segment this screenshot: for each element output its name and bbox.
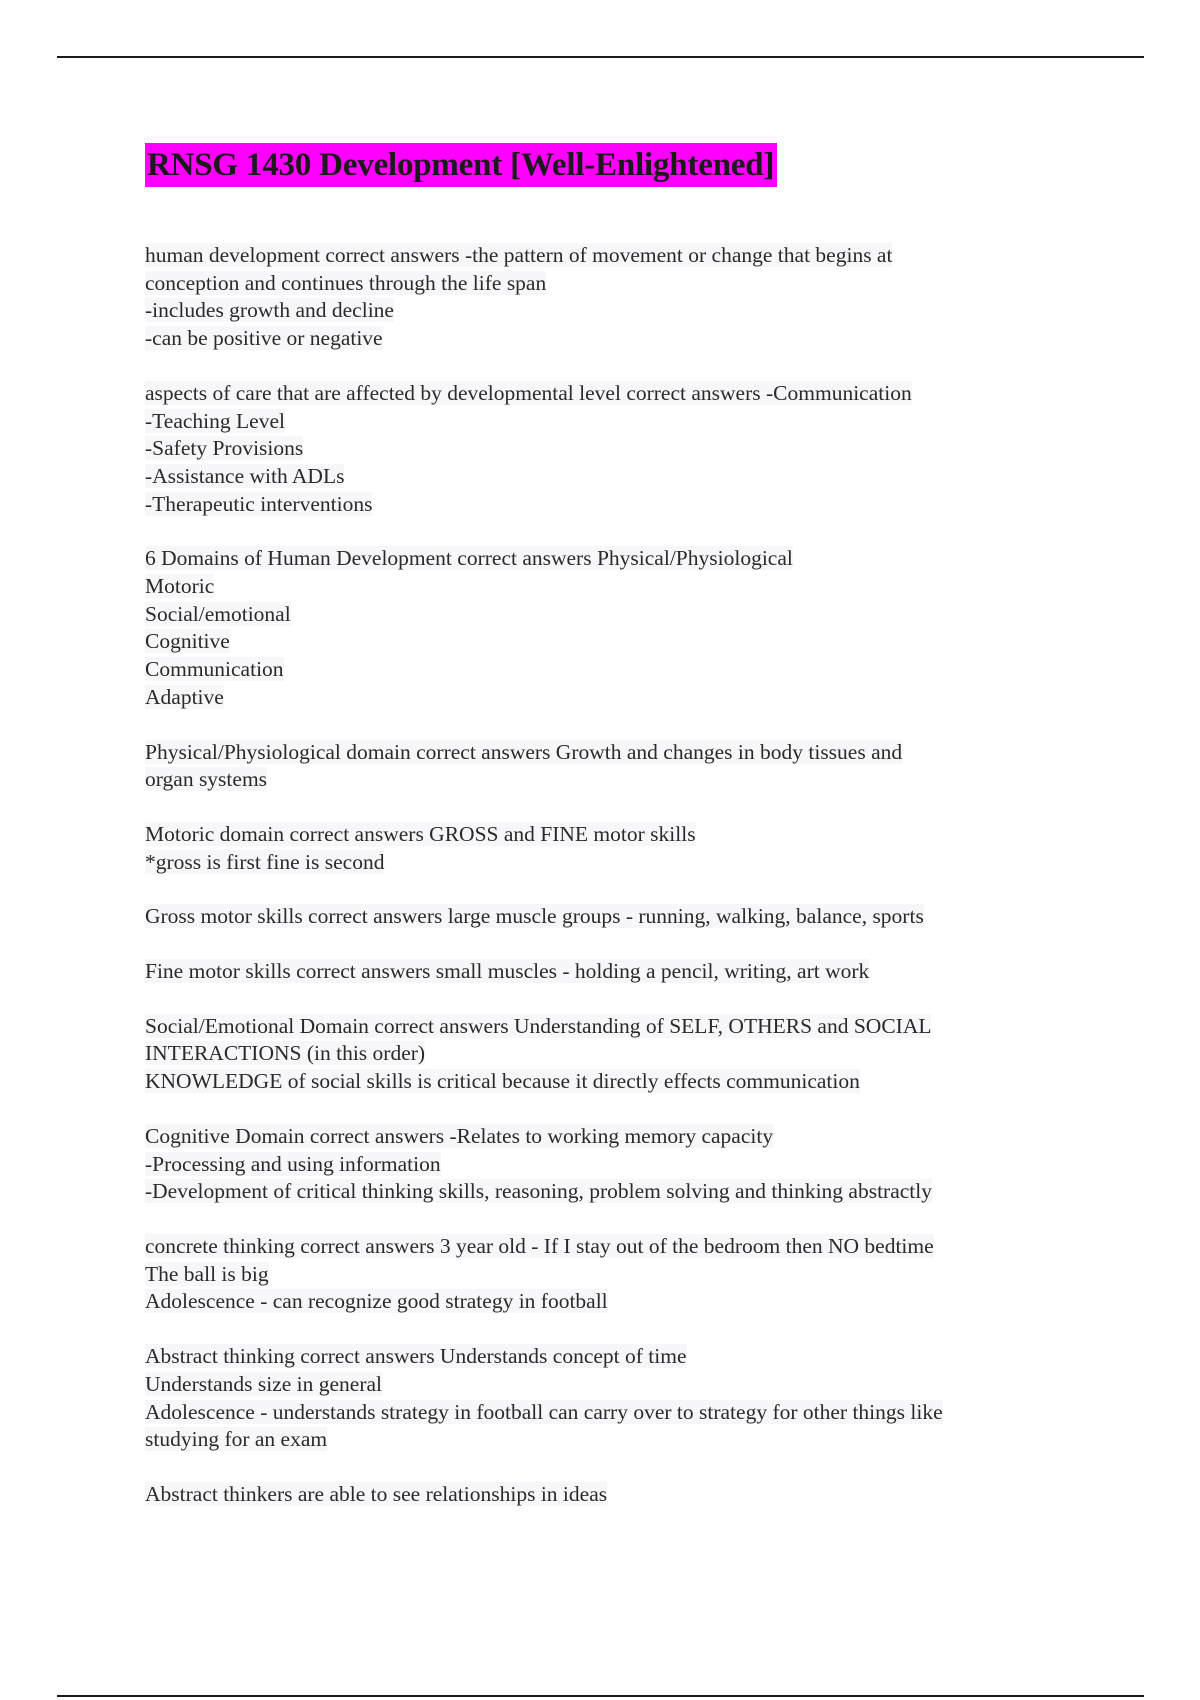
flashcard-line <box>145 601 1045 629</box>
flashcard-line-text: Motoric domain correct answers GROSS and FINE motor skills <box>145 821 696 846</box>
flashcard-line <box>145 1233 1045 1261</box>
flashcard-line-text: Motoric <box>145 574 215 599</box>
flashcard-line-text: Adolescence - understands strategy in football can carry over to strategy for other things like <box>145 1399 943 1424</box>
flashcard-line <box>145 903 1045 931</box>
flashcard-line <box>145 1481 1045 1509</box>
flashcard-line <box>145 1013 1045 1041</box>
flashcard-line-text: Social/Emotional Domain correct answers Understanding of SELF, OTHERS and SOCIAL <box>145 1013 932 1038</box>
flashcard-line <box>145 739 1045 767</box>
flashcard-line <box>145 1371 1045 1399</box>
flashcard-line-text: -Teaching Level <box>145 408 285 433</box>
flashcard-line <box>145 435 1045 463</box>
flashcard-line <box>145 1151 1045 1179</box>
flashcard-line <box>145 270 1045 298</box>
flashcard-line-text: concrete thinking correct answers 3 year old - If I stay out of the bedroom then NO bedtime <box>145 1233 934 1258</box>
flashcard-line <box>145 1068 1045 1096</box>
flashcard-line-text: Communication <box>145 657 284 682</box>
flashcard-line <box>145 1399 1045 1427</box>
flashcard-line-text: -includes growth and decline <box>145 298 394 323</box>
flashcard-entry <box>145 1233 1045 1316</box>
flashcard-line-text: Abstract thinkers are able to see relationships in ideas <box>145 1481 608 1506</box>
flashcard-line <box>145 1343 1045 1371</box>
flashcard-line <box>145 656 1045 684</box>
flashcard-entry <box>145 903 1045 931</box>
flashcard-entry <box>145 958 1045 986</box>
flashcard-line <box>145 545 1045 573</box>
flashcard-line <box>145 1288 1045 1316</box>
flashcard-line-text: INTERACTIONS (in this order) <box>145 1041 426 1066</box>
flashcard-line-text: The ball is big <box>145 1261 269 1286</box>
flashcard-line-text: *gross is first fine is second <box>145 849 385 874</box>
flashcard-line-text: -Processing and using information <box>145 1151 441 1176</box>
flashcard-line-text: Cognitive Domain correct answers -Relates to working memory capacity <box>145 1123 774 1148</box>
flashcard-line-text: Adolescence - can recognize good strategy in football <box>145 1289 608 1314</box>
flashcard-entry <box>145 1343 1045 1454</box>
flashcard-line <box>145 573 1045 601</box>
flashcard-line <box>145 325 1045 353</box>
flashcard-line-text: -Development of critical thinking skills, reasoning, problem solving and thinking abstractly <box>145 1179 932 1204</box>
flashcard-line <box>145 297 1045 325</box>
flashcard-entry <box>145 380 1045 519</box>
flashcard-entry <box>145 545 1045 711</box>
flashcard-entry <box>145 242 1045 353</box>
flashcard-line <box>145 1178 1045 1206</box>
flashcard-line-text: Cognitive <box>145 629 230 654</box>
bottom-rule <box>57 1695 1144 1697</box>
flashcard-line <box>145 242 1045 270</box>
flashcard-entry <box>145 739 1045 794</box>
flashcard-line <box>145 1040 1045 1068</box>
flashcard-line <box>145 491 1045 519</box>
flashcard-line-text: Social/emotional <box>145 601 291 626</box>
flashcard-line-text: organ systems <box>145 767 268 792</box>
flashcard-line-text: Fine motor skills correct answers small muscles - holding a pencil, writing, art work <box>145 959 870 984</box>
flashcard-line-text: conception and continues through the life span <box>145 270 547 295</box>
flashcard-line <box>145 958 1045 986</box>
flashcard-line <box>145 463 1045 491</box>
flashcard-entry <box>145 1481 1045 1509</box>
document-title: RNSG 1430 Development [Well-Enlightened] <box>145 143 777 187</box>
flashcard-line-text: studying for an exam <box>145 1427 328 1452</box>
flashcard-line-text: Abstract thinking correct answers Understands concept of time <box>145 1344 687 1369</box>
document-body <box>145 143 1045 1536</box>
flashcard-line-text: 6 Domains of Human Development correct answers Physical/Physiological <box>145 546 793 571</box>
flashcard-entry <box>145 1123 1045 1206</box>
flashcard-line <box>145 380 1045 408</box>
top-rule <box>57 56 1144 58</box>
flashcard-line-text: -Assistance with ADLs <box>145 463 345 488</box>
flashcard-line <box>145 1261 1045 1289</box>
flashcard-entry <box>145 821 1045 876</box>
flashcard-line <box>145 849 1045 877</box>
flashcard-line <box>145 408 1045 436</box>
flashcard-line <box>145 1426 1045 1454</box>
flashcard-line-text: -can be positive or negative <box>145 326 383 351</box>
flashcard-line-text: KNOWLEDGE of social skills is critical because it directly effects communication <box>145 1069 860 1094</box>
flashcard-entry <box>145 1013 1045 1096</box>
flashcard-line <box>145 1123 1045 1151</box>
flashcard-line-text: aspects of care that are affected by developmental level correct answers -Communication <box>145 380 912 405</box>
flashcard-line-text: Physical/Physiological domain correct answers Growth and changes in body tissues and <box>145 739 903 764</box>
flashcard-line-text: human development correct answers -the pattern of movement or change that begins at <box>145 243 893 267</box>
flashcard-line <box>145 628 1045 656</box>
flashcard-line <box>145 684 1045 712</box>
flashcard-line-text: Adaptive <box>145 684 224 709</box>
flashcard-line-text: -Therapeutic interventions <box>145 491 373 516</box>
flashcard-line <box>145 766 1045 794</box>
flashcard-line-text: Gross motor skills correct answers large muscle groups - running, walking, balance, sports <box>145 904 924 929</box>
flashcard-line-text: -Safety Provisions <box>145 436 304 461</box>
flashcard-line <box>145 821 1045 849</box>
flashcard-list <box>145 242 1045 1509</box>
flashcard-line-text: Understands size in general <box>145 1371 383 1396</box>
